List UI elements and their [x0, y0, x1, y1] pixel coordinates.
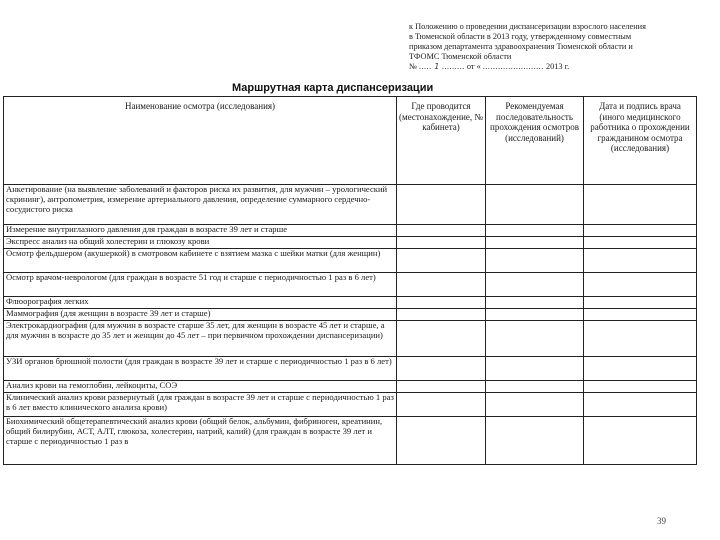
exam-name-cell: Маммография (для женщин в возрасте 39 лет и старше) [4, 309, 397, 321]
exam-name-cell: Измерение внутриглазного давления для граждан в возрасте 39 лет и старше [4, 225, 397, 237]
table-row [4, 417, 697, 465]
place-cell[interactable] [397, 381, 486, 393]
order-date-handwritten: ........................ [482, 62, 544, 71]
table-row [4, 357, 697, 381]
order-cell[interactable] [486, 225, 584, 237]
order-cell[interactable] [486, 309, 584, 321]
header-signature: Дата и подпись врача (иного медицинского работника о прохождении гражданином осмотра (исследования) [584, 97, 697, 185]
place-cell[interactable] [397, 185, 486, 225]
signature-cell[interactable] [584, 225, 697, 237]
exam-name-cell: Клинический анализ крови развернутый (для граждан в возрасте 39 лет и старше с периодичностью 1 раз в 6 лет вместо клинического анализа крови) [4, 393, 397, 417]
table-row [4, 249, 697, 273]
exam-name-cell: УЗИ органов брюшной полости (для граждан в возрасте 39 лет и старше с периодичностью 1 раз в 6 лет) [4, 357, 397, 381]
order-number-prefix: № [409, 62, 417, 71]
table-row [4, 273, 697, 297]
signature-cell[interactable] [584, 309, 697, 321]
exam-name-cell: Экспресс анализ на общий холестерин и глюкозу крови [4, 237, 397, 249]
place-cell[interactable] [397, 249, 486, 273]
annotation-line-3: приказом департамента здравоохранения Тюменской области и [409, 42, 633, 51]
table-row [4, 237, 697, 249]
annotation-line-5 [409, 62, 699, 72]
signature-cell[interactable] [584, 393, 697, 417]
table-row [4, 225, 697, 237]
signature-cell[interactable] [584, 273, 697, 297]
order-cell[interactable] [486, 273, 584, 297]
exam-name-cell: Анкетирование (на выявление заболеваний и факторов риска их развития, для мужчин – урологический скрининг), антропометрия, измерение артериального давления, определение суммарного сердечно-сосудистого риска [4, 185, 397, 225]
exam-name-cell: Биохимический общетерапевтический анализ крови (общий белок, альбумин, фибриноген, креатинин, общий билирубин, АСТ, АЛТ, глюкоза, холестерин, натрий, калий) (для граждан в возрасте 39 лет и старше с периодичностью 1 раз в [4, 417, 397, 465]
exam-name-cell: Анализ крови на гемоглобин, лейкоциты, СОЭ [4, 381, 397, 393]
signature-cell[interactable] [584, 249, 697, 273]
header-exam-name: Наименование осмотра (исследования) [4, 97, 397, 185]
order-date-prefix: от « [466, 62, 481, 71]
place-cell[interactable] [397, 273, 486, 297]
place-cell[interactable] [397, 237, 486, 249]
place-cell[interactable] [397, 417, 486, 465]
order-cell[interactable] [486, 357, 584, 381]
signature-cell[interactable] [584, 237, 697, 249]
document-title: Маршрутная карта диспансеризации [232, 82, 434, 94]
signature-cell[interactable] [584, 357, 697, 381]
place-cell[interactable] [397, 297, 486, 309]
signature-cell[interactable] [584, 185, 697, 225]
table-row [4, 393, 697, 417]
table-row [4, 297, 697, 309]
order-year: 2013 г. [545, 62, 570, 71]
table-row [4, 381, 697, 393]
exam-name-cell: Электрокардиография (для мужчин в возрасте старше 35 лет, для женщин в возрасте 45 лет и старше, а для мужчин в возрасте до 35 лет и женщин до 45 лет – при первичном прохождении диспансеризации) [4, 321, 397, 357]
order-cell[interactable] [486, 249, 584, 273]
signature-cell[interactable] [584, 321, 697, 357]
order-cell[interactable] [486, 297, 584, 309]
header-place: Где проводится (местонахождение, № кабинета) [397, 97, 486, 185]
order-cell[interactable] [486, 381, 584, 393]
table-row [4, 321, 697, 357]
order-cell[interactable] [486, 393, 584, 417]
signature-cell[interactable] [584, 297, 697, 309]
order-cell[interactable] [486, 185, 584, 225]
order-cell[interactable] [486, 237, 584, 249]
signature-cell[interactable] [584, 381, 697, 393]
order-annotation [409, 22, 699, 72]
route-card-table [3, 96, 697, 465]
header-order: Рекомендуемая последовательность прохождения осмотров (исследований) [486, 97, 584, 185]
exam-name-cell: Флюорография легких [4, 297, 397, 309]
order-cell[interactable] [486, 417, 584, 465]
table-row [4, 309, 697, 321]
place-cell[interactable] [397, 357, 486, 381]
order-cell[interactable] [486, 321, 584, 357]
table-row [4, 185, 697, 225]
annotation-line-2: в Тюменской области в 2013 году, утвержденному совместным [409, 32, 632, 41]
table-header-row [4, 97, 697, 185]
annotation-line-1: к Положению о проведении диспансеризации взрослого населения [409, 22, 646, 31]
place-cell[interactable] [397, 393, 486, 417]
exam-name-cell: Осмотр врачом-неврологом (для граждан в возрасте 51 год и старше с периодичностью 1 раз в 6 лет) [4, 273, 397, 297]
place-cell[interactable] [397, 225, 486, 237]
place-cell[interactable] [397, 309, 486, 321]
order-number-handwritten: ..... 1 ......... [419, 62, 465, 71]
signature-cell[interactable] [584, 417, 697, 465]
annotation-line-4: ТФОМС Тюменской области [409, 52, 512, 61]
page-number: 39 [657, 516, 666, 526]
place-cell[interactable] [397, 321, 486, 357]
exam-name-cell: Осмотр фельдшером (акушеркой) в смотровом кабинете с взятием мазка с шейки матки (для женщин) [4, 249, 397, 273]
